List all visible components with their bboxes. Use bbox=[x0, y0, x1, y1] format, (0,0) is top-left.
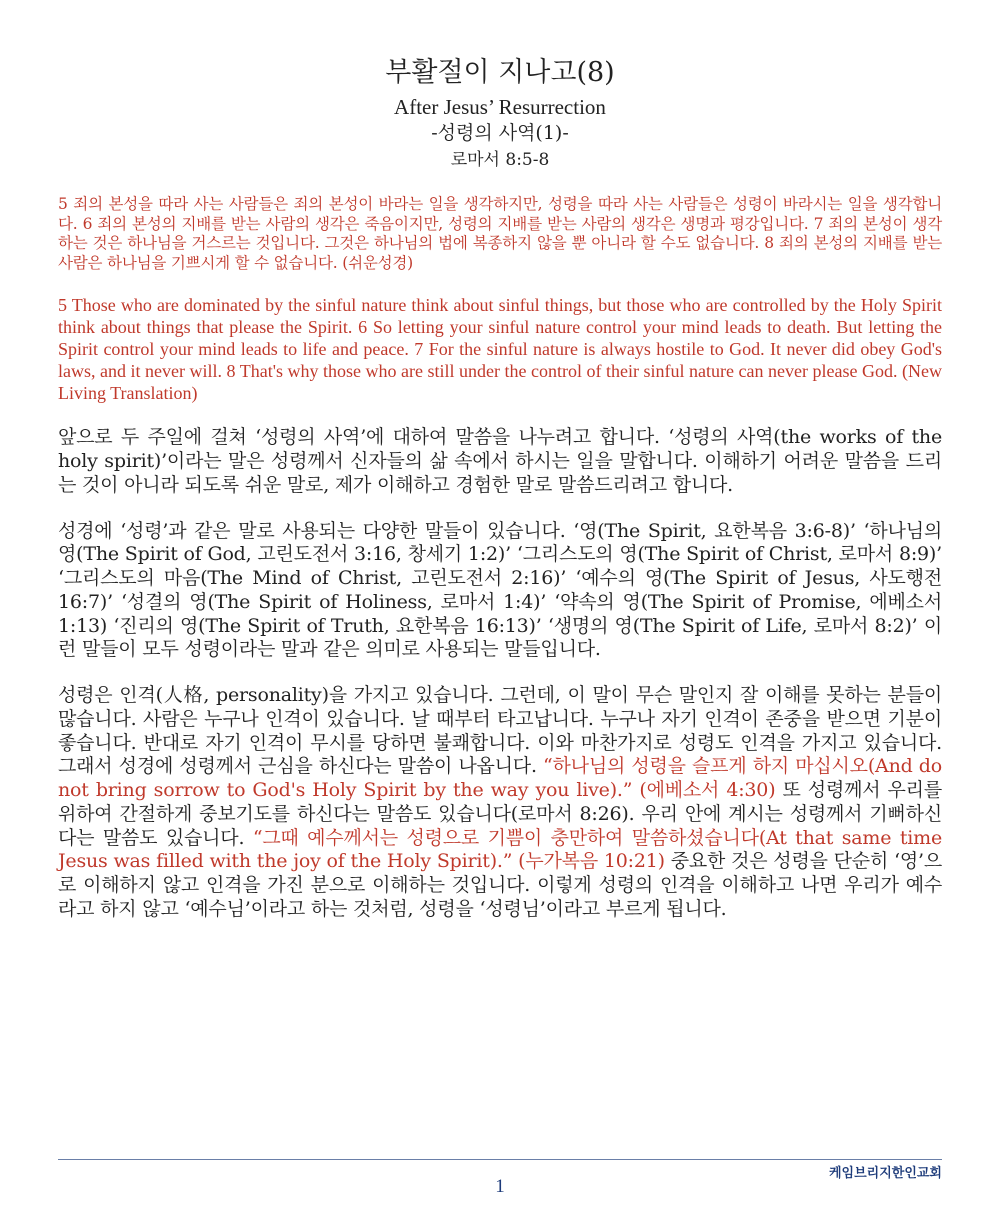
page-number: 1 bbox=[495, 1176, 505, 1197]
body-paragraph-2: 성경에 ‘성령’과 같은 말로 사용되는 다양한 말들이 있습니다. ‘영(The Spirit, 요한복음 3:6-8)’ ‘하나님의 영(The Spirit of God, 고린도전서 3:16, 창세기 1:2)’ ‘그리스도의 영(The Spirit of Christ, 로마서 8:9)’ ‘그리스도의 마음(The Mind of Christ, 고린도전서 2:16)’ ‘예수의 영(The Spirit of Jesus, 사도행전 16:7)’ ‘성결의 영(The Spirit of Holiness, 로마서 1:4)’ ‘약속의 영(The Spirit of Promise, 에베소서 1:13) ‘진리의 영(The Spirit of Truth, 요한복음 16:13)’ ‘생명의 영(The Spirit of Life, 로마서 8:2)’ 이런 말들이 모두 성령이라는 말과 같은 의미로 사용되는 말들입니다. bbox=[58, 519, 942, 661]
quote-ephesians: “하나님의 성령을 슬프게 하지 마십시오(And do not bring sorrow to God's Holy Spirit by the way you live).” (에베소서 4:30) bbox=[58, 755, 942, 802]
document-page bbox=[58, 56, 942, 944]
scripture-reference: 로마서 8:5-8 bbox=[450, 149, 550, 170]
scripture-english: 5 Those who are dominated by the sinful nature think about sinful things, but those who are controlled by the Holy Spirit think about things that please the Spirit. 6 So letting your sinful nature control your mind leads to death. But letting the Spirit control your mind leads to life and peace. 7 For the sinful nature is always hostile to God. It never did obey God's laws, and it never will. 8 That's why those who are still under the control of their sinful nature can never please God. (New Living Translation) bbox=[58, 294, 942, 404]
sermon-series-subtitle: -성령의 사역(1)- bbox=[431, 122, 569, 144]
paragraph-3-text-a: 성령은 인격(人格, personality)을 가지고 있습니다. 그런데, 이 말이 무슨 말인지 잘 이해를 못하는 분들이 많습니다. 사람은 누구나 인격이 있습니다. 날 때부터 타고납니다. 누구나 자기 인격이 존중을 받으면 기분이 좋습니다. 반대로 자기 인격이 무시를 당하면 불쾌합니다. 이와 마찬가지로 성령도 인격을 가지고 있습니다. 그래서 성경에 성령께서 근심을 하신다는 말씀이 나옵니다. bbox=[58, 684, 942, 778]
scripture-korean: 5 죄의 본성을 따라 사는 사람들은 죄의 본성이 바라는 일을 생각하지만, 성령을 따라 사는 사람들은 성령이 바라시는 일을 생각합니다. 6 죄의 본성의 지배를 받는 사람의 생각은 죽음이지만, 성령의 지배를 받는 사람의 생각은 생명과 평강입니다. 7 죄의 본성이 생각하는 것은 하나님을 거스르는 것입니다. 그것은 하나님의 법에 복종하지 않을 뿐 아니라 할 수도 없습니다. 8 죄의 본성의 지배를 받는 사람은 하나님을 기쁘시게 할 수 없습니다. (쉬운성경) bbox=[58, 195, 942, 273]
church-name: 케임브리지한인교회 bbox=[828, 1166, 942, 1181]
paragraph-3-text-e: 중요한 것은 성령을 단순히 ‘영’으로 이해하지 않고 인격을 가진 분으로 이해하는 것입니다. 이렇게 성령의 인격을 이해하고 나면 우리가 예수라고 하지 않고 ‘예수님’이라고 하는 것처럼, 성령을 ‘성령님’이라고 부르게 됩니다. bbox=[58, 850, 942, 920]
quote-luke: “그때 예수께서는 성령으로 기쁨이 충만하여 말씀하셨습니다(At that same time Jesus was filled with the joy of the Holy Spirit).” (누가복음 10:21) bbox=[58, 826, 942, 873]
sermon-subtitle: After Jesus’ Resurrection bbox=[394, 94, 606, 119]
body-paragraph-3 bbox=[58, 684, 942, 922]
sermon-title: 부활절이 지나고(8) bbox=[385, 57, 615, 88]
paragraph-3-text-c: 또 성령께서 우리를 위하여 간절하게 중보기도를 하신다는 말씀도 있습니다(로마서 8:26). 우리 안에 계시는 성령께서 기뻐하신다는 말씀도 있습니다. bbox=[58, 779, 942, 849]
sermon-header bbox=[58, 56, 942, 171]
body-paragraph-1: 앞으로 두 주일에 걸쳐 ‘성령의 사역’에 대하여 말씀을 나누려고 합니다. ‘성령의 사역(the works of the holy spirit)’이라는 말은 성령께서 신자들의 삶 속에서 하시는 일을 말합니다. 이해하기 어려운 말씀을 드리는 것이 아니라 되도록 쉬운 말로, 제가 이해하고 경험한 말로 말씀드리려고 합니다. bbox=[58, 426, 942, 496]
footer-divider bbox=[58, 1159, 942, 1160]
